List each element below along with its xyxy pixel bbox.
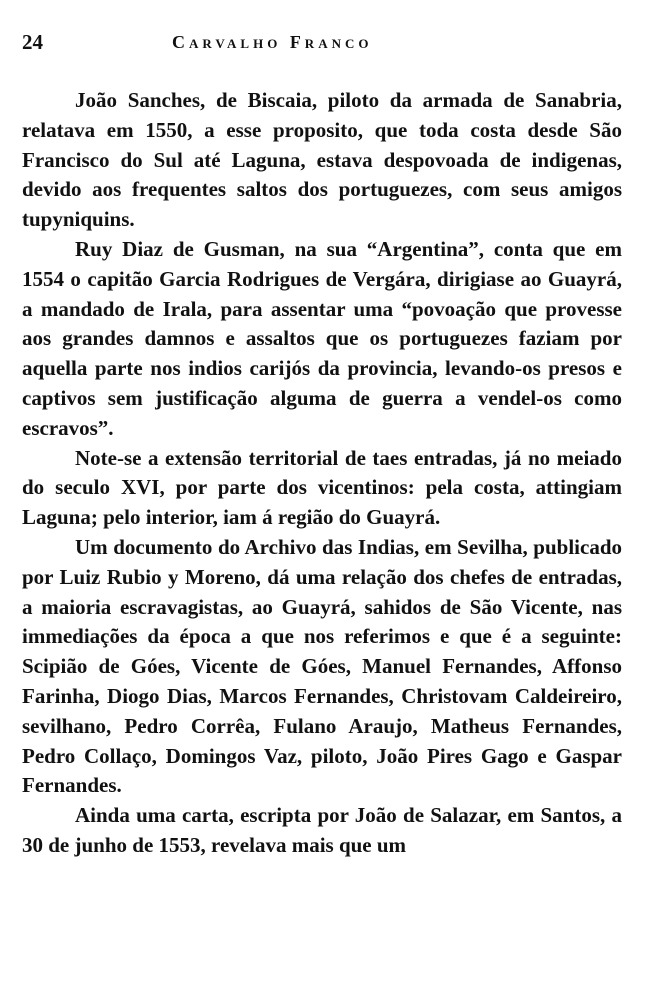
paragraph-4: Um documento do Archivo das Indias, em Sevilha, publicado por Luiz Rubio y Moreno, dá uma relação dos chefes de entradas, a maioria escravagistas, ao Guayrá, sahidos de São Vicente, nas immediações da época a que nos referimos e que é a seguinte: Scipião de Góes, Vicente de Góes, Manuel Fernandes, Affonso Farinha, Diogo Dias, Marcos Fernandes, Christovam Caldeireiro, sevilhano, Pedro Corrêa, Fulano Araujo, Matheus Fernandes, Pedro Collaço, Domingos Vaz, piloto, João Pires Gago e Gaspar Fernandes. [22,534,622,798]
paragraph-5: Ainda uma carta, escripta por João de Salazar, em Santos, a 30 de junho de 1553, revelava mais que um [22,803,622,857]
body-text [22,86,622,861]
page-header [22,30,622,60]
running-head: Carvalho Franco [172,32,373,52]
paragraph-2: Ruy Diaz de Gusman, na sua “Argentina”, conta que em 1554 o capitão Garcia Rodrigues de Vergára, dirigiase ao Guayrá, a mandado de Irala, para assentar uma “povoação que provesse aos grandes damnos e assaltos que os portuguezes faziam por aquella parte nos indios carijós da provincia, levando-os presos e captivos sem justificação alguma de guerra a vendel-os como escravos”. [22,236,622,440]
paragraph-3: Note-se a extensão territorial de taes entradas, já no meiado do seculo XVI, por parte dos vicentinos: pela costa, attingiam Laguna; pelo interior, iam á região do Guayrá. [22,445,622,530]
paragraph-1: João Sanches, de Biscaia, piloto da armada de Sanabria, relatava em 1550, a esse proposito, que toda costa desde São Francisco do Sul até Laguna, estava despovoada de indigenas, devido aos frequentes saltos dos portuguezes, com seus amigos tupyniquins. [22,88,622,232]
page-number: 24 [22,30,43,54]
